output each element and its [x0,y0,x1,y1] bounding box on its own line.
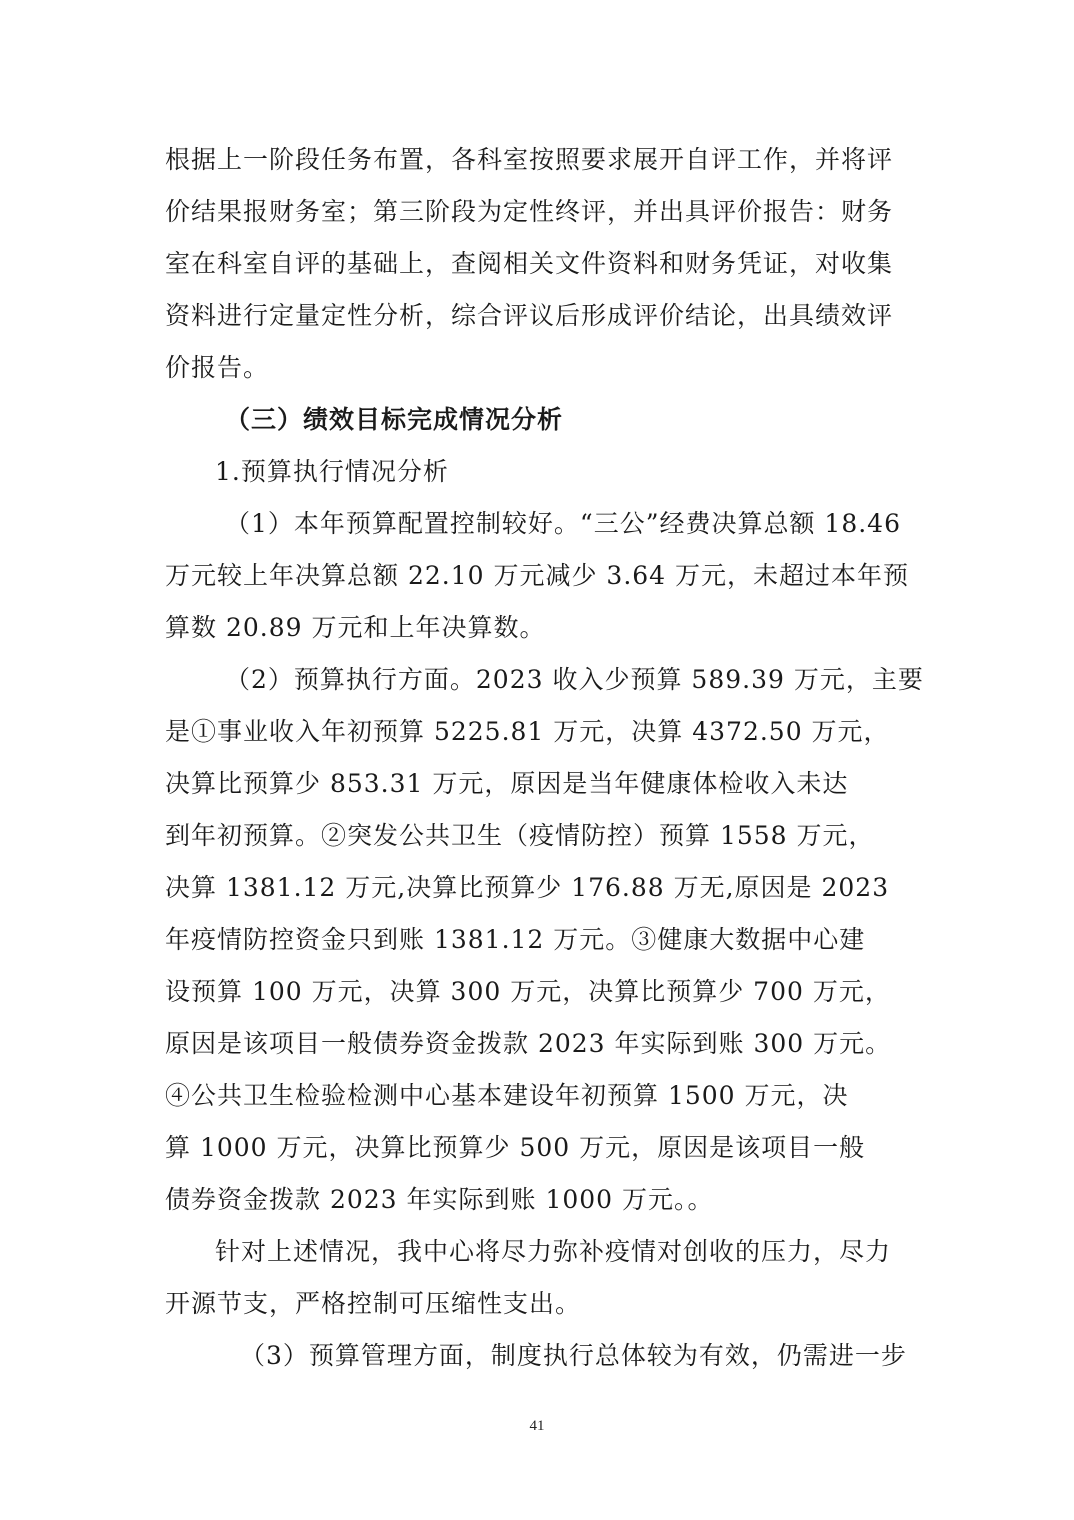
subsection-heading: 1.预算执行情况分析 [215,457,449,486]
text-line: 针对上述情况，我中心将尽力弥补疫情对创收的压力，尽力 [215,1237,892,1266]
text-line: ④公共卫生检验检测中心基本建设年初预算 1500 万元，决 [165,1081,849,1110]
text-line: 年疫情防控资金只到账 1381.12 万元。③健康大数据中心建 [165,925,866,954]
text-line: 室在科室自评的基础上，查阅相关文件资料和财务凭证，对收集 [165,249,894,278]
text-line: 算数 20.89 万元和上年决算数。 [165,613,546,642]
text-line: 设预算 100 万元，决算 300 万元，决算比预算少 700 万元， [165,977,891,1006]
text-line: 算 1000 万元，决算比预算少 500 万元，原因是该项目一般 [165,1133,866,1162]
text-line: 资料进行定量定性分析，综合评议后形成评价结论，出具绩效评 [165,301,894,330]
body-text [165,134,924,1382]
text-line: 到年初预算。②突发公共卫生（疫情防控）预算 1558 万元， [165,821,875,850]
section-heading: （三）绩效目标完成情况分析 [225,405,564,434]
text-line: 万元较上年决算总额 22.10 万元减少 3.64 万元，未超过本年预 [165,561,910,590]
text-line: （3）预算管理方面，制度执行总体较为有效，仍需进一步 [240,1341,907,1370]
text-line: 价结果报财务室；第三阶段为定性终评，并出具评价报告：财务 [165,197,894,226]
text-line: 原因是该项目一般债券资金拨款 2023 年实际到账 300 万元。 [165,1029,892,1058]
text-line: 根据上一阶段任务布置，各科室按照要求展开自评工作，并将评 [165,145,894,174]
text-line: 开源节支，严格控制可压缩性支出。 [165,1289,582,1318]
page-number: 41 [529,1418,545,1434]
text-line: 债券资金拨款 2023 年实际到账 1000 万元。。 [165,1185,714,1214]
text-line: （1）本年预算配置控制较好。“三公”经费决算总额 18.46 [225,509,901,538]
text-line: 是①事业收入年初预算 5225.81 万元，决算 4372.50 万元， [165,717,890,746]
text-line: 价报告。 [165,353,270,382]
text-line: （2）预算执行方面。2023 收入少预算 589.39 万元，主要 [225,665,924,694]
text-line: 决算比预算少 853.31 万元，原因是当年健康体检收入未达 [165,769,849,798]
text-line: 决算 1381.12 万元,决算比预算少 176.88 万无,原因是 2023 [165,873,890,902]
